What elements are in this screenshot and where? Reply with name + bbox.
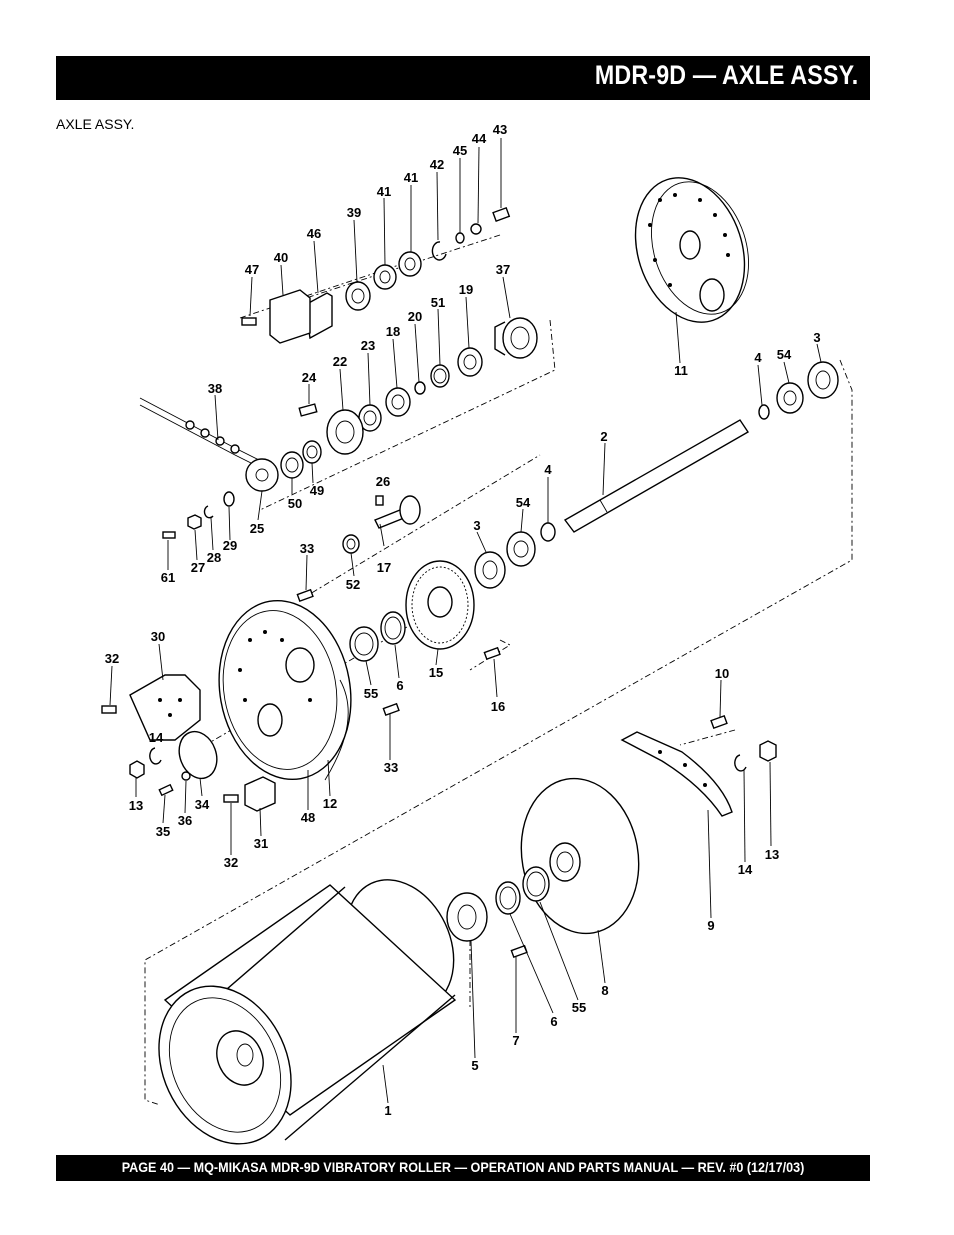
callout-29: 29 <box>222 538 238 553</box>
callout-41-a: 41 <box>403 170 419 185</box>
axle-shaft-part-2 <box>565 362 838 532</box>
callout-44: 44 <box>471 131 487 146</box>
callout-13-a: 13 <box>128 798 144 813</box>
flange-plate-part-11 <box>618 164 765 337</box>
drum-part-1 <box>134 862 474 1165</box>
drum-end-plate-12 <box>205 590 364 790</box>
callout-45: 45 <box>452 143 468 158</box>
callout-6-a: 6 <box>396 678 404 693</box>
callout-18: 18 <box>385 324 401 339</box>
bearing-housing-plate-8 <box>447 769 651 957</box>
small-fasteners-left <box>163 492 234 538</box>
callout-14-a: 14 <box>148 730 164 745</box>
page-title: MDR-9D — AXLE ASSY. <box>594 60 858 90</box>
callout-7: 7 <box>512 1033 520 1048</box>
callout-3-a: 3 <box>813 330 821 345</box>
callout-51: 51 <box>430 295 446 310</box>
callout-10: 10 <box>714 666 730 681</box>
callout-52: 52 <box>345 577 361 592</box>
callout-1: 1 <box>384 1103 392 1118</box>
callout-15: 15 <box>428 665 444 680</box>
callout-36: 36 <box>177 813 193 828</box>
callout-50: 50 <box>287 496 303 511</box>
middle-bearing-stack <box>299 318 537 454</box>
callout-5: 5 <box>471 1058 479 1073</box>
callout-49: 49 <box>309 483 325 498</box>
callout-55-a: 55 <box>363 686 379 701</box>
callout-25: 25 <box>249 521 265 536</box>
callout-11: 11 <box>674 363 688 378</box>
chain-and-sprocket <box>140 398 321 491</box>
callout-46: 46 <box>306 226 322 241</box>
right-bracket-group <box>622 716 776 816</box>
footer-bar <box>56 1155 870 1181</box>
callout-14-b: 14 <box>737 862 753 877</box>
callout-48: 48 <box>300 810 316 825</box>
callout-43: 43 <box>492 122 508 137</box>
callout-47: 47 <box>244 262 260 277</box>
callout-28: 28 <box>206 550 222 565</box>
callout-24: 24 <box>301 370 317 385</box>
callout-54-a: 54 <box>776 347 792 362</box>
callout-38: 38 <box>207 381 223 396</box>
callout-33-b: 33 <box>383 760 399 775</box>
callout-12: 12 <box>322 796 338 811</box>
callout-32-b: 32 <box>223 855 239 870</box>
callout-55-b: 55 <box>571 1000 587 1015</box>
callout-32-a: 32 <box>104 651 120 666</box>
callout-13-b: 13 <box>764 847 780 862</box>
footer-text: PAGE 40 — MQ-MIKASA MDR-9D VIBRATORY ROLLER — OPERATION AND PARTS MANUAL — REV. #0 (12/17/03) <box>121 1159 805 1175</box>
callout-3-b: 3 <box>473 518 481 533</box>
callout-4-a: 4 <box>754 350 762 365</box>
callout-19: 19 <box>458 282 474 297</box>
callout-30: 30 <box>150 629 166 644</box>
callout-35: 35 <box>155 824 171 839</box>
callout-39: 39 <box>346 205 362 220</box>
callout-9: 9 <box>707 918 715 933</box>
callout-2: 2 <box>600 429 608 444</box>
callout-22: 22 <box>332 354 348 369</box>
callout-8: 8 <box>601 983 609 998</box>
callout-37: 37 <box>495 262 511 277</box>
callout-41-b: 41 <box>376 184 392 199</box>
callout-4-b: 4 <box>544 462 552 477</box>
callout-33-a: 33 <box>299 541 315 556</box>
callout-40: 40 <box>273 250 289 265</box>
callout-20: 20 <box>407 309 423 324</box>
callout-26: 26 <box>375 474 391 489</box>
section-label: AXLE ASSY. <box>56 116 135 132</box>
callout-23: 23 <box>360 338 376 353</box>
callout-31: 31 <box>253 836 269 851</box>
callout-34: 34 <box>194 797 210 812</box>
callout-16: 16 <box>490 699 506 714</box>
callout-61: 61 <box>160 570 176 585</box>
callout-6-b: 6 <box>550 1014 558 1029</box>
callout-17: 17 <box>376 560 392 575</box>
callout-54-b: 54 <box>515 495 531 510</box>
callout-27: 27 <box>190 560 206 575</box>
callout-42: 42 <box>429 157 445 172</box>
